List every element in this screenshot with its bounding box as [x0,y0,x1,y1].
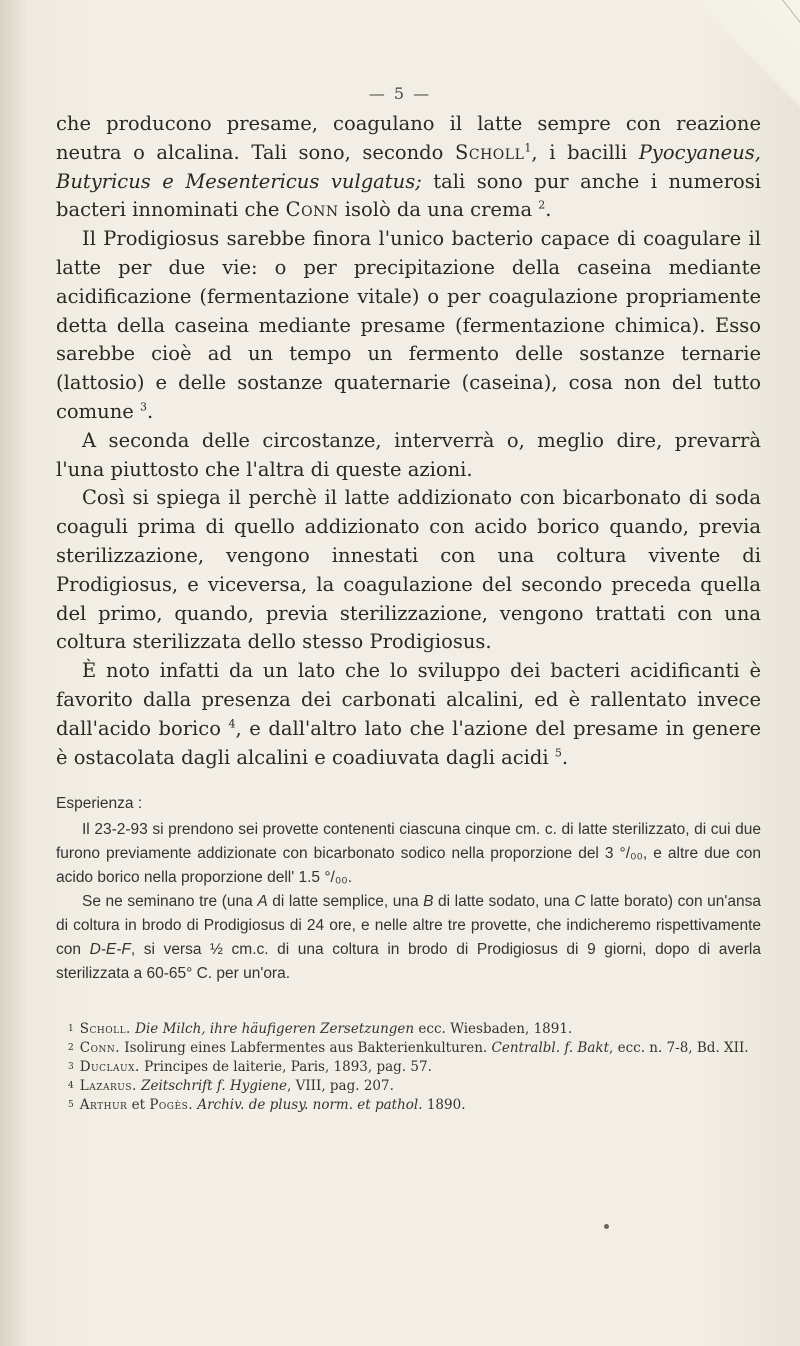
paragraph-4: Così si spiega il perchè il latte addizionato con bicarbonato di soda coaguli prima di quello addizionato con acido borico quando, previa sterilizzazione, vengono innestati con una coltura vivente di Prodigiosus, e viceversa, la coagulazione del secondo preceda quella del primo, quando, previa sterilizzazione, vengono trattati con una coltura sterilizzata dello stesso Prodigiosus. [56,486,761,654]
body-text [56,110,761,772]
footnote-ref-5[interactable]: 5 [554,746,562,760]
experiment-paragraph-1: Il 23-2-93 si prendono sei provette contenenti ciascuna cinque cm. c. di latte sterilizzato, di cui due furono previamente addizionate con bicarbonato sodico nella proporzione del 3 °/₀₀, e altre due con acido borico nella proporzione dell' 1.5 °/₀₀. [56,821,761,886]
paragraph-2: Il Prodigiosus sarebbe finora l'unico bacterio capace di coagulare il latte per due vie: o per precipitazione della caseina mediante acidificazione (fermentazione vitale) o per coagulazione propriamente detta della caseina mediante presame (fermentazione chimica). Esso sarebbe cioè ad un tempo un fermento delle sostanze ternarie (lattosio) e delle sostanze quaternarie (caseina), cosa non del tutto comune $^3$. [56,227,761,423]
ink-speck [604,1224,609,1229]
footnote-1: $^1$ Scholl. Die Milch, ihre häufigeren Zersetzungen ecc. Wiesbaden, 1891. [68,1021,573,1037]
paragraph-3: A seconda delle circostanze, interverrà o, meglio dire, prevarrà l'una piuttosto che l'altra di queste azioni. [56,428,761,481]
paragraph-1: che producono presame, coagulano il latte sempre con reazione neutra o alcalina. Tali sono, secondo Scholl$^1$, i bacilli Pyocyaneus, Butyricus e Mesentericus vulgatus; tali sono pur anche i numerosi bacteri innominati che Conn isolò da una crema $^2$. [56,112,762,222]
footnote-ref-2[interactable]: 2 [538,198,546,212]
footnote-ref-4[interactable]: 4 [228,717,236,731]
page-number: — 5 — [368,84,432,103]
footnote-2: $^2$ Conn. Isolirung eines Labfermentes aus Bakterienkulturen. Centralbl. f. Bakt, ecc. n. 7-8, Bd. XII. [68,1040,749,1056]
footnote-3: $^3$ Duclaux. Principes de laiterie, Paris, 1893, pag. 57. [68,1059,432,1075]
experiment-section [56,792,761,986]
footnote-5: $^5$ Arthur et Pogès. Archiv. de plusy. norm. et pathol. 1890. [68,1097,466,1113]
footnote-4: $^4$ Lazarus. Zeitschrift f. Hygiene, VIII, pag. 207. [68,1078,394,1094]
experiment-heading: Esperienza : [56,795,143,812]
experiment-paragraph-2: Se ne seminano tre (una A di latte semplice, una B di latte sodato, una C latte borato) con un'ansa di coltura in brodo di Prodigiosus di 24 ore, e nelle altre tre provette, che indicheremo rispettivamente con D-E-F, si versa ½ cm.c. di una coltura in brodo di Prodigiosus di 9 giorni, dopo di averla sterilizzata a 60-65° C. per un'ora. [56,893,761,982]
paragraph-5: È noto infatti da un lato che lo sviluppo dei bacteri acidificanti è favorito dalla presenza dei carbonati alcalini, ed è rallentato invece dall'acido borico $^4$, e dall'altro lato che l'azione del presame in genere è ostacolata dagli alcalini e coadiuvata dagli acidi $^5$. [56,659,761,769]
footnotes [56,1020,761,1115]
footnote-ref-3[interactable]: 3 [140,400,148,414]
footnote-ref-1[interactable]: 1 [524,141,532,155]
